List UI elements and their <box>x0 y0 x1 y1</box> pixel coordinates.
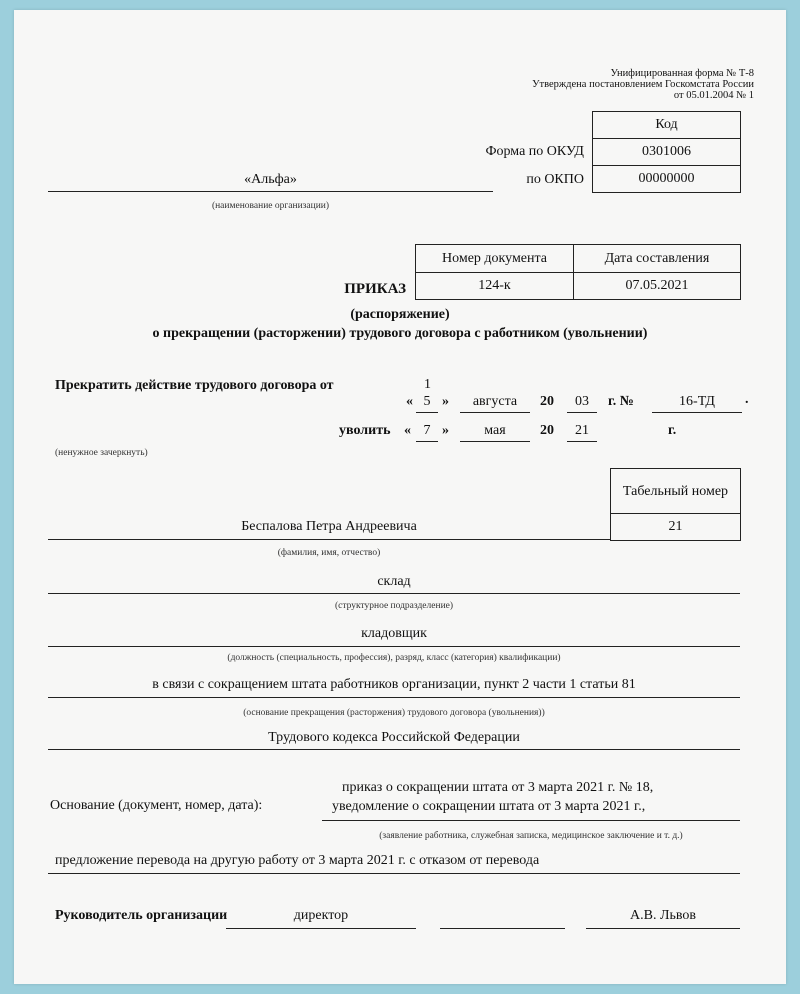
doc-number-header: Номер документа <box>416 245 574 273</box>
department-underline <box>48 593 740 594</box>
contract-dot: . <box>745 392 749 407</box>
doc-date-header: Дата составления <box>574 245 741 273</box>
doc-date-value: 07.05.2021 <box>574 273 741 300</box>
rasp-title: (распоряжение) <box>350 307 450 322</box>
signature-sign-underline <box>440 928 565 929</box>
tab-number-header: Табельный номер <box>611 469 741 514</box>
position: кладовщик <box>361 626 427 641</box>
okpo-value: 00000000 <box>593 166 741 193</box>
basis-line1: приказ о сокращении штата от 3 марта 2021 г. № 18, <box>342 780 654 795</box>
dismiss-label: уволить <box>339 423 391 438</box>
basis-line3: предложение перевода на другую работу от 3 марта 2021 г. с отказом от перевода <box>55 853 540 868</box>
position-caption: (должность (специальность, профессия), разряд, класс (категория) квалификации) <box>227 653 561 663</box>
dismiss-year-underline <box>567 441 597 442</box>
signature-name: А.В. Львов <box>630 908 696 923</box>
signature-name-underline <box>586 928 740 929</box>
grounds-line1: в связи с сокращением штата работников организации, пункт 2 части 1 статьи 81 <box>152 677 636 692</box>
dismiss-year: 21 <box>575 423 589 438</box>
contract-month: августа <box>472 394 518 409</box>
organization-underline <box>48 191 493 192</box>
doc-number-value: 124-к <box>416 273 574 300</box>
doc-number-table <box>415 244 741 300</box>
contract-number: 16-ТД <box>679 394 715 409</box>
dismiss-month: мая <box>484 423 506 438</box>
contract-number-underline <box>652 412 742 413</box>
okud-value: 0301006 <box>593 139 741 166</box>
day-digit-above: 1 <box>424 377 431 392</box>
dismiss-quote-open: « <box>404 423 411 438</box>
basis-label: Основание (документ, номер, дата): <box>50 798 263 813</box>
employee-name-caption: (фамилия, имя, отчество) <box>277 548 381 558</box>
signature-position-underline <box>226 928 416 929</box>
contract-year-prefix: 20 <box>540 394 554 409</box>
strike-caption: (ненужное зачеркнуть) <box>55 448 148 458</box>
basis-line3-underline <box>48 873 740 874</box>
dismiss-day: 7 <box>423 423 431 438</box>
position-underline <box>48 646 740 647</box>
organization-caption: (наименование организации) <box>211 201 330 211</box>
grounds-caption: (основание прекращения (расторжения) трудового договора (увольнения)) <box>243 708 545 718</box>
employee-name-underline <box>48 539 610 540</box>
prikaz-title: ПРИКАЗ <box>344 281 406 297</box>
dismiss-month-underline <box>460 441 530 442</box>
contract-day-underline <box>416 412 438 413</box>
contract-year-underline <box>567 412 597 413</box>
document-subtitle: о прекращении (расторжении) трудового договора с работником (увольнении) <box>152 326 648 341</box>
dismiss-year-prefix: 20 <box>540 423 554 438</box>
dismiss-g: г. <box>668 423 677 438</box>
form-header <box>532 68 754 101</box>
form-header-line1: Унифицированная форма № Т-8 <box>610 68 754 79</box>
grounds-line2-underline <box>48 749 740 750</box>
basis-caption: (заявление работника, служебная записка, медицинское заключение и т. д.) <box>379 831 683 841</box>
tab-number-value: 21 <box>611 514 741 541</box>
dismiss-day-underline <box>416 441 438 442</box>
contract-year: 03 <box>575 394 589 409</box>
dismiss-quote-close: » <box>442 423 449 438</box>
form-header-line2: Утверждена постановлением Госкомстата России <box>532 79 754 90</box>
okpo-label: по ОКПО <box>526 172 584 187</box>
basis-line2: уведомление о сокращении штата от 3 марта 2021 г., <box>332 799 646 814</box>
okud-label: Форма по ОКУД <box>485 144 584 159</box>
employee-name: Беспалова Петра Андреевича <box>241 519 417 534</box>
codes-table <box>592 111 741 193</box>
quote-open: « <box>406 394 413 409</box>
quote-close: » <box>442 394 449 409</box>
grounds-line1-underline <box>48 697 740 698</box>
terminate-label: Прекратить действие трудового договора от <box>55 378 334 393</box>
department: склад <box>377 574 411 589</box>
document-sheet <box>14 10 786 984</box>
organization-name: «Альфа» <box>244 172 297 187</box>
basis-underline <box>322 820 740 821</box>
contract-day: 5 <box>423 394 431 409</box>
signature-label: Руководитель организации <box>55 908 228 923</box>
form-header-line3: от 05.01.2004 № 1 <box>673 90 754 101</box>
tab-number-table <box>610 468 741 541</box>
department-caption: (структурное подразделение) <box>334 601 454 611</box>
grounds-line2: Трудового кодекса Российской Федерации <box>268 730 520 745</box>
contract-month-underline <box>460 412 530 413</box>
g-no-label: г. № <box>608 394 634 409</box>
signature-position: директор <box>293 908 349 923</box>
kod-header: Код <box>593 112 741 139</box>
